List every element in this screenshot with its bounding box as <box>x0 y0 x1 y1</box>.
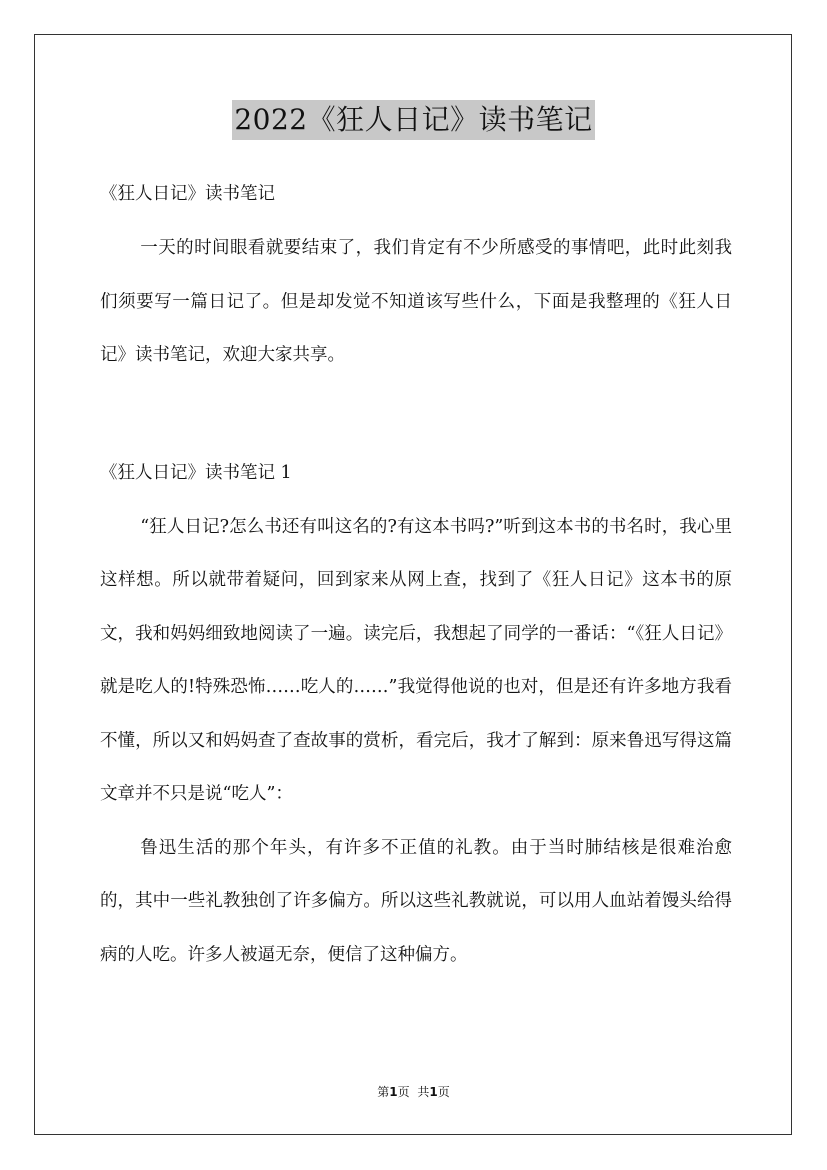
intro-heading: 《狂人日记》读书笔记 <box>100 184 275 204</box>
document-body <box>100 172 732 982</box>
intro-paragraph: 一天的时间眼看就要结束了，我们肯定有不少所感受的事情吧，此时此刻我们须要写一篇日记了。但是却发觉不知道该写些什么，下面是我整理的《狂人日记》读书笔记，欢迎大家共享。 <box>100 238 732 365</box>
total-suffix: 页 <box>437 1085 450 1099</box>
section-heading: 《狂人日记》读书笔记 1 <box>100 462 292 483</box>
total-pages: 1 <box>429 1085 438 1099</box>
page-number: 1 <box>389 1085 398 1099</box>
body-paragraph: “狂人日记?怎么书还有叫这名的?有这本书吗?”听到这本书的书名时，我心里这样想。所以就带着疑问，回到家来从网上查，找到了《狂人日记》这本书的原文，我和妈妈细致地阅读了一遍。读完后，我想起了同学的一番话：“《狂人日记》就是吃人的!特殊恐怖……吃人的……”我觉得他说的也对，但是还有许多地方我看不懂，所以又和妈妈查了查故事的赏析，看完后，我才了解到：原来鲁迅写得这篇文章并不只是说“吃人”： <box>100 516 732 804</box>
page-prefix: 第 <box>377 1085 390 1099</box>
spacer <box>100 383 732 451</box>
page-suffix: 页 <box>397 1085 410 1099</box>
total-prefix: 共 <box>417 1085 430 1099</box>
body-paragraph: 鲁迅生活的那个年头，有许多不正值的礼教。由于当时肺结核是很难治愈的，其中一些礼教独创了许多偏方。所以这些礼教就说，可以用人血站着馒头给得病的人吃。许多人被逼无奈，便信了这种偏方。 <box>100 837 732 965</box>
document-title: 2022《狂人日记》读书笔记 <box>232 100 594 140</box>
title-container <box>0 100 827 140</box>
page-footer <box>0 1082 827 1102</box>
